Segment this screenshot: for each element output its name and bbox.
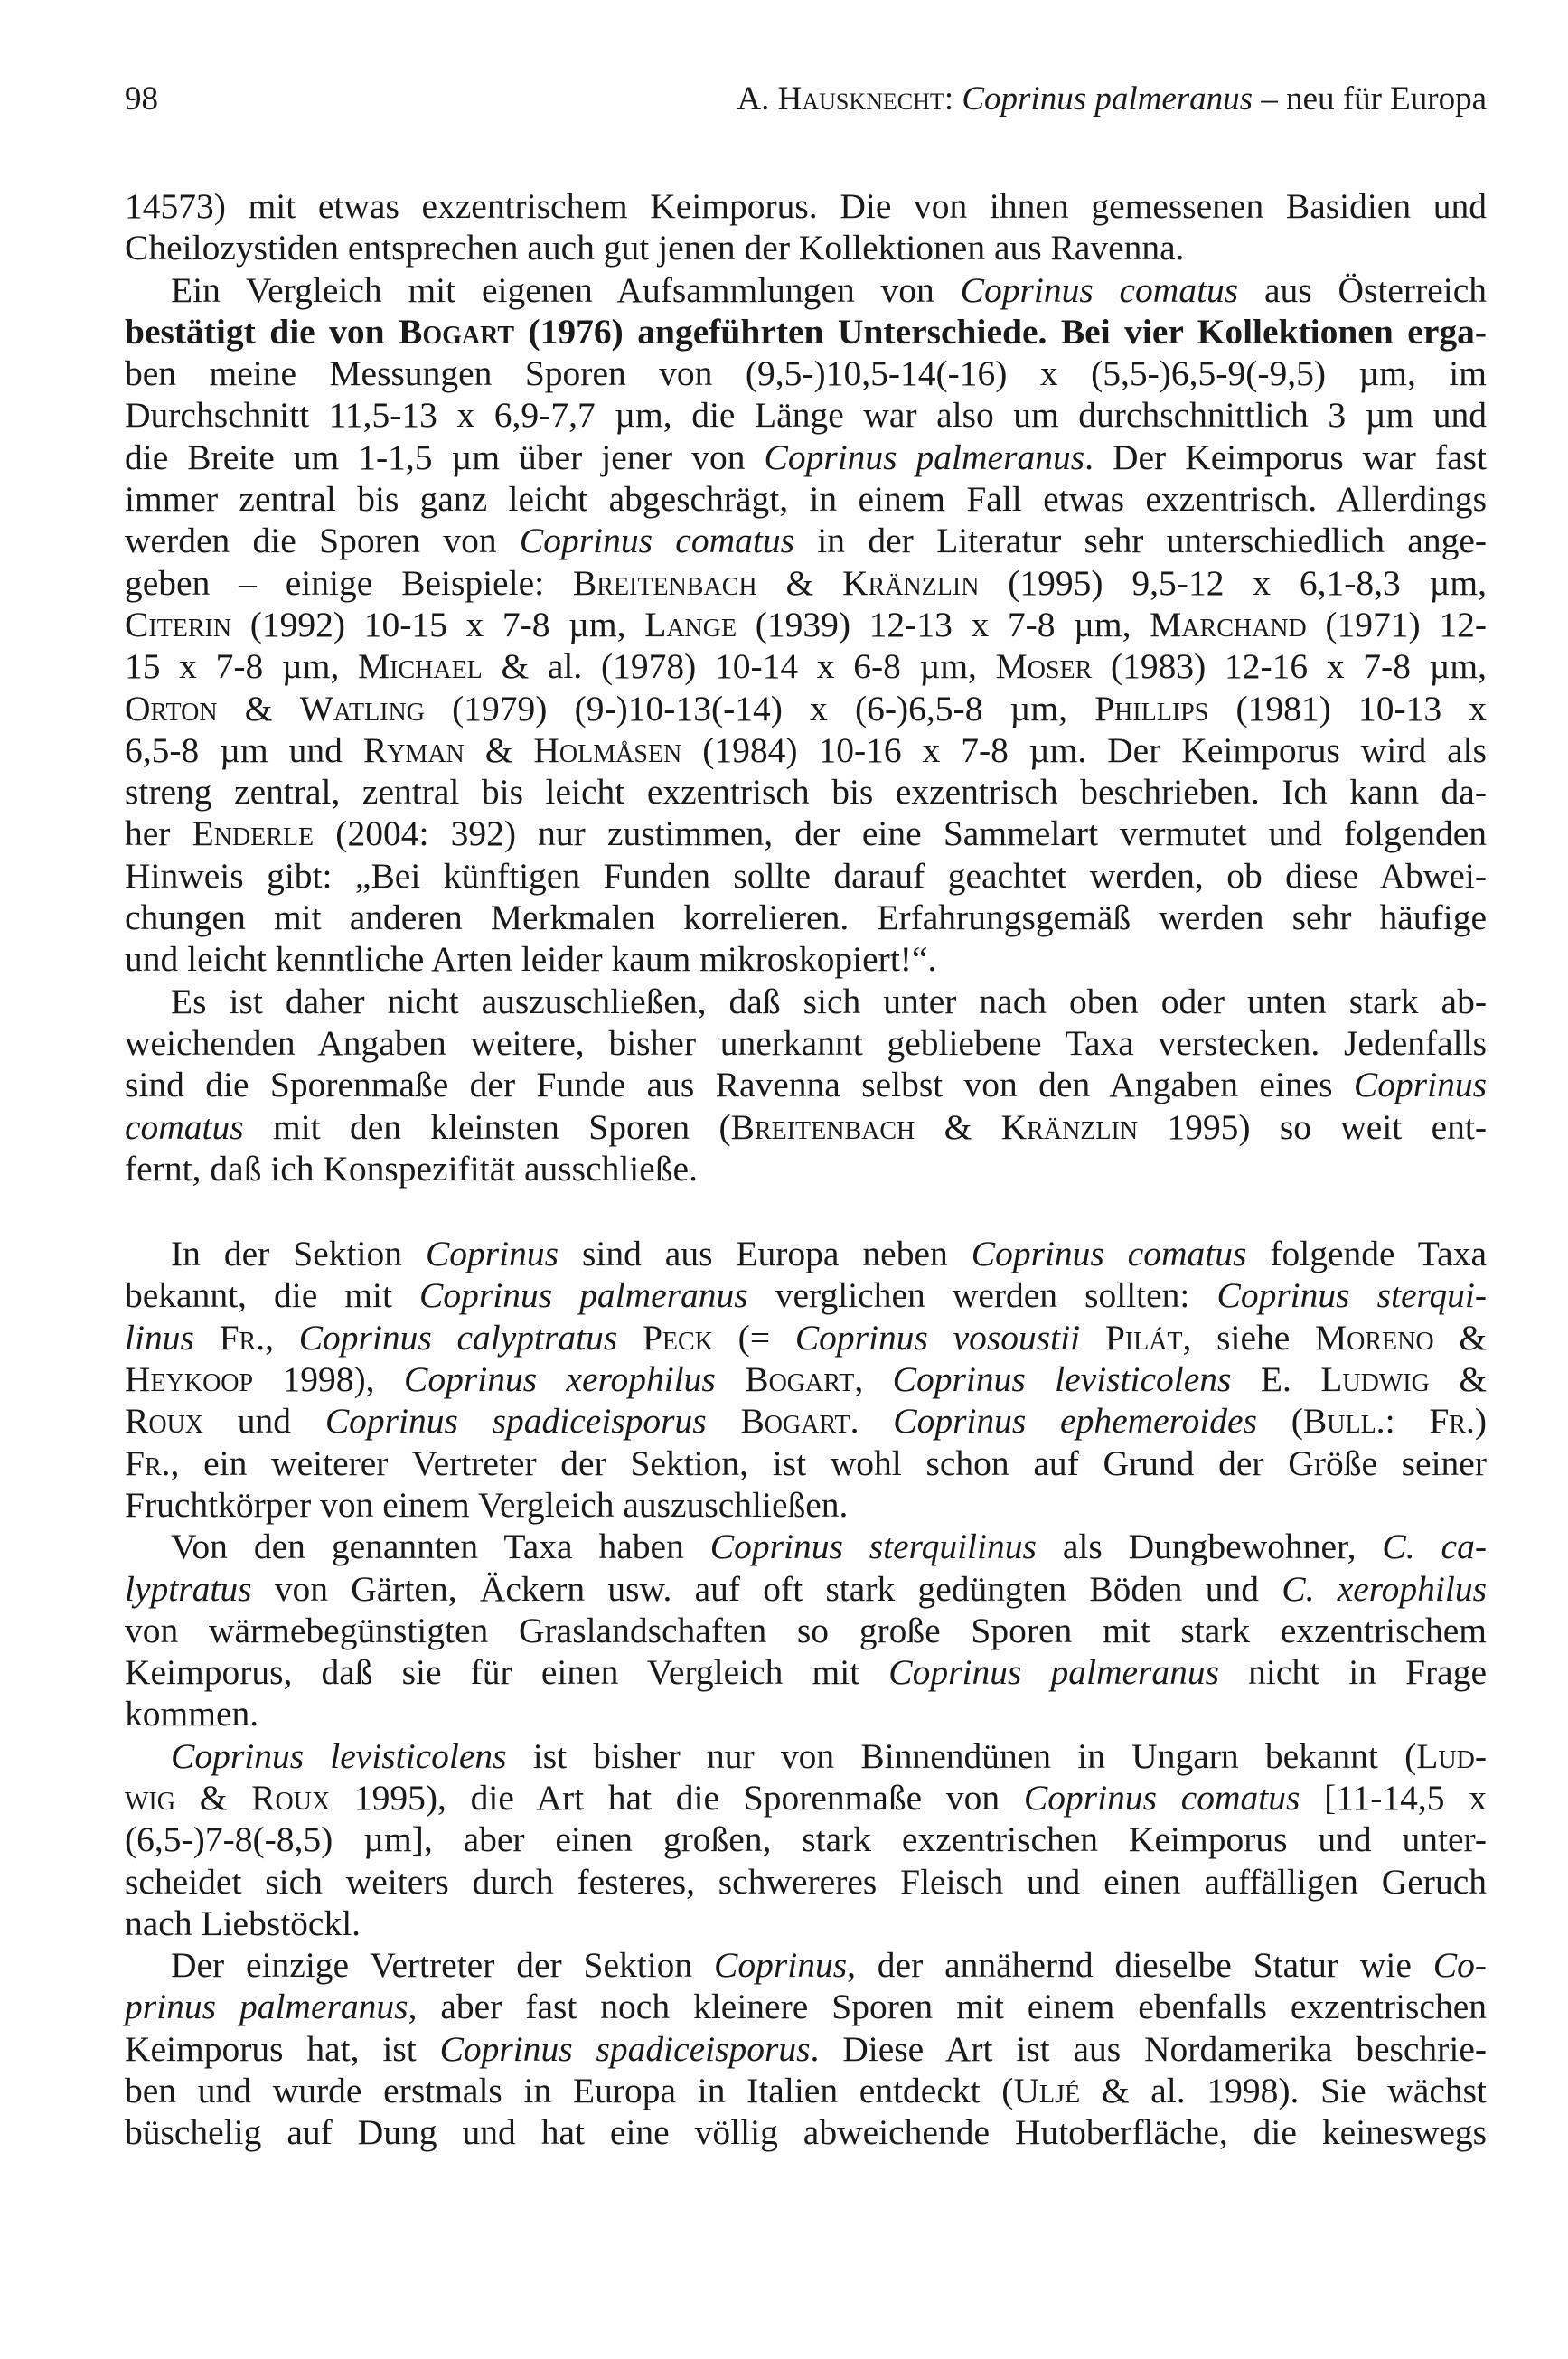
author-citation: Lud- (1416, 1735, 1487, 1776)
italic-taxon: prinus palmeranus (125, 1987, 408, 2027)
text-run: (1976) angeführten Unterschiede. Bei vier Kollektionen erga- (514, 311, 1488, 352)
text-line (125, 1903, 1487, 1944)
italic-taxon: Coprinus levisticolens (171, 1735, 507, 1776)
text-run: und (203, 1401, 325, 1442)
text-run: (1995) 9,5-12 x 6,1-8,3 µm, (979, 562, 1487, 603)
text-line (125, 1443, 1487, 1484)
italic-taxon: Coprinus (1353, 1065, 1487, 1105)
text-line (125, 645, 1487, 687)
text-run: 14573) mit etwas exzentrischem Keimporus. Die von ihnen gemessenen Basidien und (125, 186, 1487, 226)
author-citation: Enderle (192, 813, 315, 854)
author-citation: Uljé (1013, 2071, 1081, 2111)
text-line (125, 1233, 1487, 1274)
text-line (125, 855, 1487, 897)
text-run: werden die Sporen von (125, 521, 520, 561)
text-run: & (915, 1106, 1001, 1147)
text-run: ) (1474, 1401, 1487, 1442)
text-run: von wärmebegünstigten Graslandschaften so große Sporen mit stark exzentrischem (125, 1610, 1487, 1650)
author-citation: Lange (644, 604, 737, 644)
text-line (125, 311, 1487, 352)
text-run: Fruchtkörper von einem Vergleich auszuschließen. (125, 1484, 849, 1525)
text-run: und leicht kenntliche Arten leider kaum mikroskopiert!“. (125, 939, 937, 980)
text-run: ist bisher nur von Binnendünen in Ungarn bekannt ( (506, 1735, 1417, 1776)
text-run: streng zentral, zentral bis leicht exzentrisch bis exzentrisch beschrieben. Ich kann da- (125, 772, 1487, 813)
text-line (125, 1358, 1487, 1400)
author-citation: Bogart (399, 311, 515, 352)
text-run: sind aus Europa neben (559, 1234, 972, 1274)
text-run: fernt, daß ich Konspezifität ausschließe. (125, 1148, 698, 1189)
author-citation: Fr. (219, 1317, 266, 1358)
text-run: . (850, 1401, 894, 1442)
italic-taxon: lyptratus (125, 1568, 252, 1609)
text-run: Es ist daher nicht auszuschließen, daß sich unter nach oben oder unten stark ab- (171, 981, 1487, 1021)
italic-taxon: Coprinus (425, 1234, 559, 1274)
author-citation: Heykoop (125, 1359, 254, 1400)
text-run: (2004: 392) nur zustimmen, der eine Sammelart vermutet und folgenden (314, 813, 1487, 854)
text-run: von Gärten, Äckern usw. auf oft stark gedüngten Böden und (251, 1568, 1282, 1609)
text-line (125, 1861, 1487, 1903)
italic-taxon: Coprinus comatus (960, 269, 1239, 310)
text-run (1080, 1318, 1105, 1358)
text-run: , (854, 1359, 893, 1400)
text-run: ben und wurde erstmals in Europa in Italien entdeckt ( (125, 2071, 1014, 2111)
text-run: folgende Taxa (1246, 1234, 1487, 1274)
text-line (125, 604, 1487, 645)
italic-taxon: Coprinus calyptratus (298, 1317, 618, 1358)
author-citation: Ludwig (1320, 1359, 1430, 1400)
text-run: . Diese Art ist aus Nordamerika beschrie- (810, 2028, 1487, 2069)
text-run: ben meine Messungen Sporen von (9,5-)10,5-14(-16) x (5,5-)6,5-9(-9,5) µm, im (125, 353, 1487, 394)
text-line (125, 813, 1487, 854)
text-run (617, 1318, 643, 1358)
body-text (125, 185, 1487, 2154)
italic-taxon: C. ca- (1382, 1527, 1487, 1567)
author-citation: Michael (358, 646, 483, 687)
author-citation: Phillips (1094, 688, 1209, 728)
title-rest: – neu für Europa (1253, 80, 1487, 117)
text-line (125, 1317, 1487, 1358)
text-line (125, 562, 1487, 604)
author-citation: Kränzlin (842, 562, 980, 603)
author-citation: Fr. (1429, 1401, 1475, 1442)
italic-taxon: Co- (1432, 1945, 1487, 1986)
text-run: 1995) so weit ent- (1138, 1106, 1487, 1147)
text-line (125, 437, 1487, 478)
text-line (125, 1484, 1487, 1526)
text-line (125, 394, 1487, 436)
text-run: . Der Keimporus war fast (1084, 437, 1487, 477)
italic-taxon: comatus (125, 1106, 244, 1147)
text-line (125, 2070, 1487, 2111)
text-line (125, 269, 1487, 311)
italic-taxon: Coprinus palmeranus (764, 437, 1085, 477)
text-run: In der Sektion (171, 1234, 426, 1274)
author-citation: Ryman (362, 729, 465, 770)
text-run: aus Österreich (1238, 269, 1488, 310)
text-run: verglichen werden sollten: (747, 1275, 1217, 1316)
text-line (125, 1526, 1487, 1567)
author-citation: Orton (125, 688, 218, 728)
italic-taxon: Coprinus levisticolens (892, 1359, 1232, 1400)
italic-taxon: Coprinus palmeranus (888, 1652, 1219, 1693)
text-run (707, 1401, 741, 1441)
author-citation: Citerin (125, 604, 232, 644)
italic-taxon: Coprinus spadiceisporus (439, 2028, 811, 2069)
running-header (125, 80, 1487, 125)
text-run: , siehe (1182, 1317, 1316, 1358)
text-run: (1979) (9-)10-13(-14) x (6-)6,5-8 µm, (424, 688, 1095, 728)
text-run: weichenden Angaben weitere, bisher unerkannt gebliebene Taxa verstecken. Jedenfalls (125, 1022, 1487, 1063)
text-run: immer zentral bis ganz leicht abgeschrägt, in einem Fall etwas exzentrisch. Allerdings (125, 479, 1487, 520)
italic-taxon: linus (125, 1317, 194, 1358)
text-run: scheidet sich weiters durch festeres, schwereres Fleisch und einen auffälligen Geruch (125, 1861, 1487, 1902)
author-citation: Peck (642, 1317, 713, 1358)
text-line (125, 185, 1487, 227)
text-line (125, 771, 1487, 813)
text-line (125, 1986, 1487, 2027)
text-run: & al. 1998). Sie wächst (1080, 2071, 1488, 2111)
text-run: (6,5-)7-8(-8,5) µm], aber einen großen, stark exzentrischen Keimporus und unter- (125, 1819, 1487, 1860)
text-run: (1984) 10-16 x 7-8 µm. Der Keimporus wird als (681, 729, 1488, 770)
text-run: Von den genannten Taxa haben (171, 1527, 710, 1567)
text-run: (1983) 12-16 x 7-8 µm, (1092, 646, 1487, 687)
italic-taxon: Coprinus comatus (971, 1234, 1247, 1274)
author-citation: Holmåsen (533, 729, 682, 770)
text-line (125, 352, 1487, 394)
text-run: die Breite um 1-1,5 µm über jener von (125, 437, 765, 477)
text-run: Cheilozystiden entsprechen auch gut jenen der Kollektionen aus Ravenna. (125, 228, 1185, 268)
author-citation: Moreno (1315, 1317, 1434, 1358)
text-run: Keimporus, daß sie für einen Vergleich mit (125, 1652, 889, 1693)
text-run: in der Literatur sehr unterschiedlich ange- (793, 521, 1488, 561)
text-line (125, 688, 1487, 729)
text-run: ( (1256, 1401, 1303, 1442)
author-citation: Fr. (125, 1443, 171, 1483)
text-run: chungen mit anderen Merkmalen korrelieren. Erfahrungsgemäß werden sehr häufige (125, 898, 1487, 938)
author-citation: Roux (125, 1401, 204, 1442)
text-run: bestätigt die von (125, 311, 399, 352)
text-line (125, 1106, 1487, 1148)
text-line (125, 1400, 1487, 1442)
text-run: bekannt, die mit (125, 1275, 420, 1316)
text-run: (1939) 12-13 x 7-8 µm, (737, 604, 1150, 644)
italic-taxon: Coprinus (714, 1945, 848, 1986)
text-run: Ein Vergleich mit eigenen Aufsammlungen von (171, 269, 961, 310)
author-citation: Bull. (1302, 1401, 1385, 1442)
text-line (125, 1148, 1487, 1189)
text-run: & (1429, 1359, 1487, 1400)
italic-taxon: Coprinus comatus (1023, 1777, 1300, 1818)
italic-taxon: Coprinus xerophilus (404, 1359, 716, 1400)
text-run: , aber fast noch kleinere Sporen mit einem ebenfalls exzentrischen (408, 1987, 1487, 2027)
italic-taxon: Coprinus palmeranus (419, 1275, 748, 1316)
text-run: nach Liebstöckl. (125, 1903, 361, 1943)
text-line (125, 1693, 1487, 1734)
text-line (125, 520, 1487, 561)
text-run: & (174, 1777, 252, 1818)
text-line (125, 1944, 1487, 1986)
italic-taxon: Coprinus comatus (519, 521, 794, 561)
running-title (737, 80, 1487, 118)
italic-taxon: Coprinus sterqui- (1216, 1275, 1488, 1316)
page-number: 98 (125, 80, 158, 117)
text-line (125, 1777, 1487, 1819)
text-run: & (217, 688, 300, 728)
text-run: als Dungbewohner, (1036, 1527, 1383, 1567)
text-run: 15 x 7-8 µm, (125, 646, 359, 687)
author-citation: Watling (299, 688, 425, 728)
author-citation: Roux (251, 1777, 331, 1818)
text-run: 1995), die Art hat die Sporenmaße von (330, 1777, 1024, 1818)
text-run: her (125, 813, 192, 854)
text-run: , der annähernd dieselbe Statur wie (847, 1945, 1433, 1986)
text-line (125, 981, 1487, 1022)
text-run: Hinweis gibt: „Bei künftigen Funden sollte darauf geachtet werden, ob diese Abwei- (125, 855, 1487, 896)
text-run: , (265, 1317, 299, 1358)
italic-taxon: Coprinus ephemeroides (893, 1401, 1257, 1442)
species-name: Coprinus palmeranus (962, 80, 1253, 117)
text-line (125, 1735, 1487, 1777)
text-run: geben – einige Beispiele: (125, 562, 573, 603)
text-run: : (1385, 1401, 1430, 1442)
author-citation: Marchand (1150, 604, 1307, 644)
author-citation: Kränzlin (1000, 1106, 1139, 1147)
text-run: [11-14,5 x (1300, 1777, 1488, 1818)
author-citation: Moser (995, 646, 1093, 687)
author-citation: Pilát (1104, 1317, 1183, 1358)
text-run: Der einzige Vertreter der Sektion (171, 1945, 715, 1986)
text-run: 6,5-8 µm und (125, 729, 363, 770)
text-line (125, 729, 1487, 771)
author-citation: Breitenbach (572, 562, 757, 603)
title-separator: : (944, 80, 962, 117)
text-run: Keimporus hat, ist (125, 2028, 440, 2069)
text-line (125, 2028, 1487, 2070)
text-line (125, 897, 1487, 938)
italic-taxon: Coprinus vosoustii (794, 1317, 1081, 1358)
text-line (125, 1651, 1487, 1693)
text-run: Durchschnitt 11,5-13 x 6,9-7,7 µm, die Länge war also um durchschnittlich 3 µm und (125, 395, 1487, 436)
text-run: & (1433, 1317, 1488, 1358)
text-run: & al. (1978) 10-14 x 6-8 µm, (482, 646, 996, 687)
italic-taxon: Coprinus sterquilinus (709, 1527, 1037, 1567)
text-line (125, 938, 1487, 980)
author-citation: Bogart (745, 1359, 855, 1400)
text-run: & (756, 562, 843, 603)
text-line (125, 1819, 1487, 1860)
text-run: büschelig auf Dung und hat eine völlig abweichende Hutoberfläche, die keineswegs (125, 2112, 1487, 2153)
text-line (125, 227, 1487, 268)
text-run: (1992) 10-15 x 7-8 µm, (231, 604, 645, 644)
text-run: & (464, 729, 534, 770)
text-run: kommen. (125, 1694, 259, 1734)
text-line (125, 478, 1487, 520)
text-run (194, 1318, 220, 1358)
text-line (125, 1022, 1487, 1064)
text-line (125, 2111, 1487, 2153)
text-run: , ein weiterer Vertreter der Sektion, ist wohl schon auf Grund der Größe seiner (170, 1443, 1487, 1483)
text-run: 1998), (253, 1359, 404, 1400)
author-name: A. Hausknecht (737, 80, 944, 117)
text-run: E. (1231, 1359, 1321, 1400)
text-line (125, 1274, 1487, 1316)
text-line (125, 1610, 1487, 1651)
paragraph-gap (125, 1189, 1487, 1233)
text-run: sind die Sporenmaße der Funde aus Ravenna selbst von den Angaben eines (125, 1065, 1354, 1105)
text-run: mit den kleinsten Sporen ( (243, 1106, 731, 1147)
author-citation: Bogart (740, 1401, 850, 1442)
text-run: (1971) 12- (1306, 604, 1487, 644)
italic-taxon: C. xerophilus (1282, 1568, 1487, 1609)
text-run (716, 1359, 745, 1399)
text-run: (1981) 10-13 x (1208, 688, 1487, 728)
text-line (125, 1568, 1487, 1610)
italic-taxon: Coprinus spadiceisporus (324, 1401, 707, 1442)
text-run: nicht in Frage (1219, 1652, 1487, 1693)
author-citation: wig (125, 1777, 175, 1818)
text-line (125, 1064, 1487, 1105)
text-run: (= (712, 1317, 795, 1358)
author-citation: Breitenbach (730, 1106, 915, 1147)
